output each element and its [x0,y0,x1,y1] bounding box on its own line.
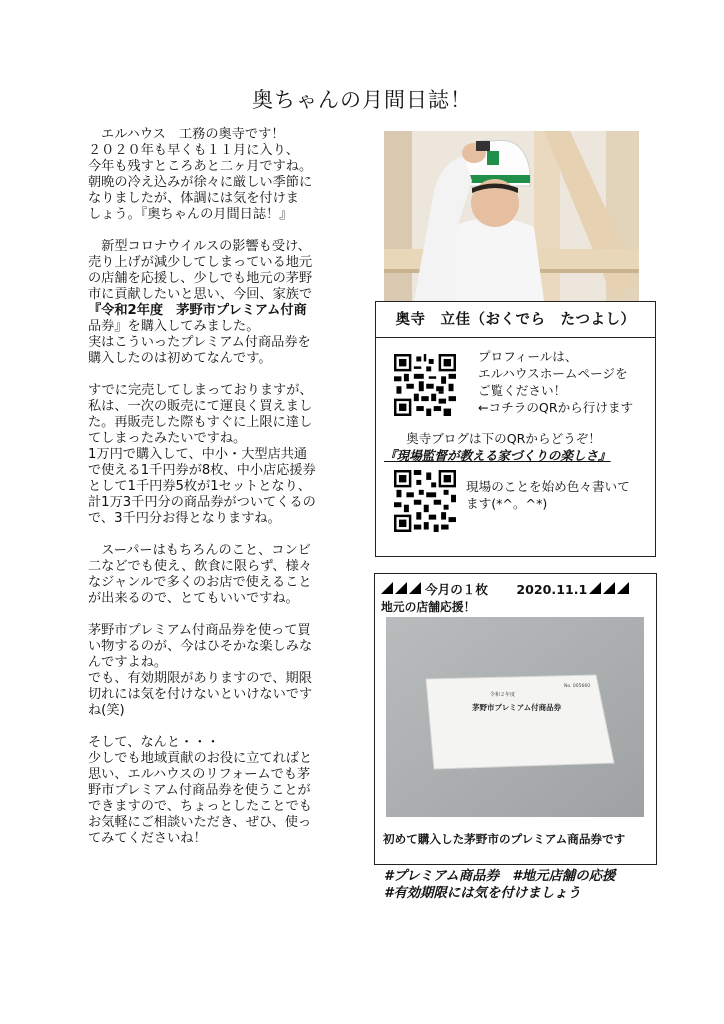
text-line: で、3千円分お得となりますね。 [88,511,281,526]
text-line: ←コチラのQRから行けます [478,400,634,415]
text-line: しょう。『奥ちゃんの月間日誌！』 [88,207,293,222]
monthly-photo-subtitle: 地元の店舗応援！ [381,600,476,614]
paragraph-intro [88,127,350,223]
text-line: んですよね。 [88,655,168,670]
text-line: スーパーはもちろんのこと、コンビ [88,543,311,558]
text-line: 市に貢献したいと思い、今回、家族で [88,287,313,302]
text-line: 実はこういったプレミアム付商品券を [88,335,311,350]
paragraph-usage [88,543,350,607]
text-line: 品券』を購入してみました。 [88,319,260,334]
profile-text [478,348,633,416]
header-date: 2020.11.1 [516,582,588,597]
paragraph-expiry [88,623,350,719]
text-line: ご覧ください！ [478,383,567,398]
text-line: として1千円券5枚が1セットとなり、 [88,479,311,494]
voucher-photo [386,617,644,817]
worker-photo [384,131,639,301]
hashtag-line: #有効期限には気を付けましょう [384,886,581,901]
header-label: 今月の１枚 [425,582,488,597]
text-line: 今年も残すところあと二ヶ月ですね。 [88,159,313,174]
profile-qr-code-icon[interactable] [394,354,456,416]
blog-note [466,478,630,512]
text-line: そして、なんと・・・ [88,735,220,750]
text-line: プロフィールは、 [478,349,578,364]
text-line: ね(笑) [88,703,125,718]
envelope-number: No. 005660 [564,684,591,689]
envelope-title: 茅野市プレミアム付商品券 [472,703,562,712]
monthly-photo-header [381,579,633,598]
text-line: 奥寺ブログは下のQRからどうぞ！ [406,431,601,446]
text-line: 売り上げが減少してしまっている地元 [88,255,313,270]
text-line: ます(*^。^*) [466,496,548,511]
hashtags [384,868,615,902]
text-line: が出来るので、とてもいいですね。 [88,591,299,606]
text-line: 新型コロナウイルスの影響も受け、 [88,239,311,254]
text-line: い物するのが、今はひそかな楽しみな [88,639,313,654]
text-line: てしまったみたいですね。 [88,431,247,446]
hashtag-line: #プレミアム商品券 #地元店舗の応援 [384,869,616,884]
profile-name: 奥寺 立佳（おくでら たつよし） [376,302,655,338]
envelope-small-text: 令和２年度 [490,692,516,698]
monthly-photo-box [374,573,657,865]
article-body [88,127,350,863]
text-line: 現場のことを始め色々書いて [466,479,630,494]
text-line: の店舗を応援し、少しでも地元の茅野 [88,271,313,286]
text-line: 計1万3千円分の商品券がついてくるの [88,495,316,510]
text-line: エルハウス 工務の奥寺です！ [88,127,285,142]
text-line: た。再販売した際もすぐに上限に達し [88,415,313,430]
text-line: 購入したのは初めてなんです。 [88,351,272,366]
blog-title-link[interactable]: 『現場監督が教える家づくりの楽しさ』 [384,448,611,463]
text-line: で使える1千円券が8枚、中小店応援券 [88,463,316,478]
text-line: 少しでも地域貢献のお役に立てればと [88,751,313,766]
text-line: なジャンルで多くのお店で使えること [88,575,312,590]
triangle-decoration-icon [589,582,633,595]
text-line: 思い、エルハウスのリフォームでも茅 [88,767,311,782]
paragraph-covid [88,239,350,367]
triangle-decoration-icon [381,582,425,595]
paragraph-purchase [88,383,350,527]
text-line: 野市プレミアム付商品券を使うことが [88,783,311,798]
text-line: 茅野市プレミアム付商品券を使って買 [88,623,311,638]
profile-box [375,301,656,557]
text-line: 二などでも使え、飲食に限らず、様々 [88,559,312,574]
text-line: ２０２０年も早くも１１月に入り、 [88,143,299,158]
text-line: お気軽にご相談いただき、ぜひ、使っ [88,815,312,830]
text-line: 私は、一次の販売にて運良く買えまし [88,399,313,414]
text-line: 朝晩の冷え込みが徐々に厳しい季節に [88,175,313,190]
text-line: 『令和2年度 茅野市プレミアム付商 [88,303,307,318]
text-line: すでに完売してしまっておりますが、 [88,383,313,398]
page-title: 奥ちゃんの月間日誌！ [252,88,472,112]
text-line: できますので、ちょっとしたことでも [88,799,312,814]
text-line: 切れには気を付けないといけないです [88,687,313,702]
text-line: エルハウスホームページを [478,366,628,381]
blog-intro [384,430,611,464]
photo-caption: 初めて購入した茅野市のプレミアム商品券です [383,832,626,846]
text-line: でも、有効期限がありますので、期限 [88,671,312,686]
text-line: てみてくださいね！ [88,831,207,846]
text-line: 1万円で購入して、中小・大型店共通 [88,447,308,462]
blog-qr-code-icon[interactable] [394,470,456,532]
paragraph-reform [88,735,350,847]
text-line: なりましたが、体調には気を付けま [88,191,299,206]
